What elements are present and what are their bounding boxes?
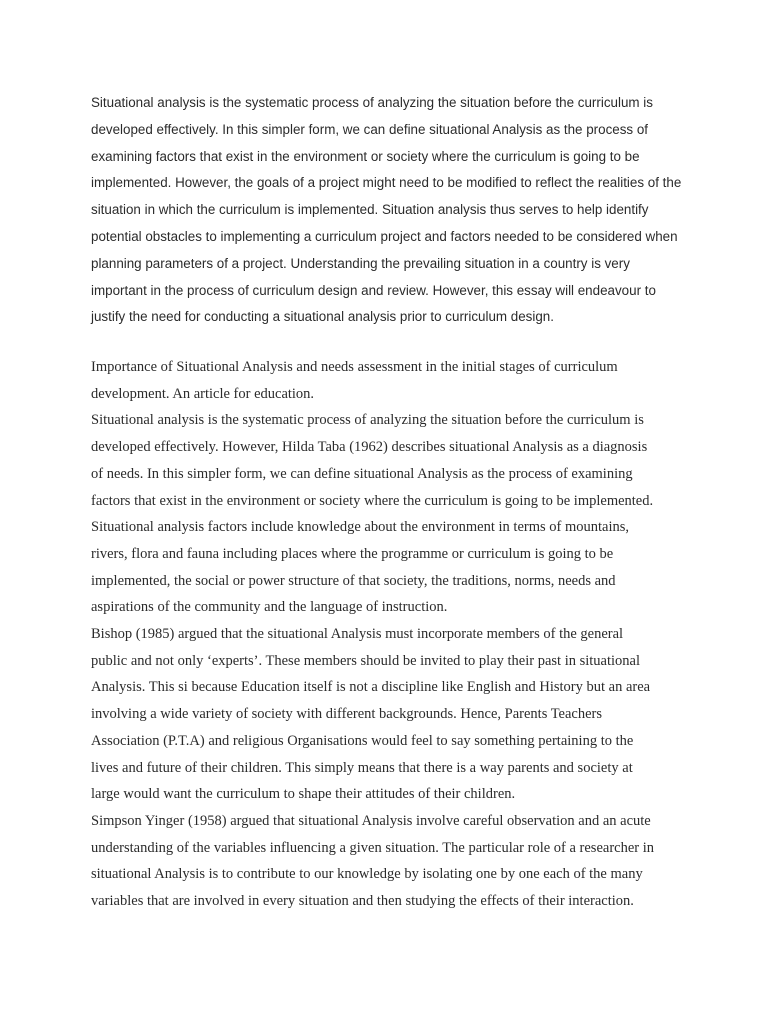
- intro-paragraph: Situational analysis is the systematic process of analyzing the situation before the curriculum is developed effectively. In this simpler form, we can define situational Analysis as the process of examining factors that exist in the environment or society where the curriculum is going to be implemented. However, the goals of a project might need to be modified to reflect the realities of the situation in which the curriculum is implemented. Situation analysis thus serves to help identify potential obstacles to implementing a curriculum project and factors needed to be considered when planning parameters of a project. Understanding the prevailing situation in a country is very important in the process of curriculum design and review. However, this essay will endeavour to justify the need for conducting a situational analysis prior to curriculum design.: [91, 95, 682, 325]
- intro-section: [91, 90, 691, 331]
- paragraph-definition: Situational analysis is the systematic process of analyzing the situation before the curriculum is developed effectively. However, Hilda Taba (1962) describes situational Analysis as a diagnosis of needs. In this simpler form, we can define situational Analysis as the process of examining factors that exist in the environment or society where the curriculum is going to be implemented. Situational analysis factors include knowledge about the environment in terms of mountains, rivers, flora and fauna including places where the programme or curriculum is going to be implemented, the social or power structure of that society, the traditions, norms, needs and aspirations of the community and the language of instruction.: [91, 412, 654, 616]
- article-title: Importance of Situational Analysis and needs assessment in the initial stages of curriculum development. An article for education.: [91, 359, 618, 402]
- article-section: [91, 354, 691, 915]
- paragraph-simpson: Simpson Yinger (1958) argued that situational Analysis involve careful observation and an acute understanding of the variables influencing a given situation. The particular role of a researcher in situational Analysis is to contribute to our knowledge by isolating one by one each of the many variables that are involved in every situation and then studying the effects of their interaction.: [91, 812, 655, 910]
- paragraph-bishop: Bishop (1985) argued that the situational Analysis must incorporate members of the general public and not only ‘experts’. These members should be invited to play their past in situational Analysis. This si because Education itself is not a discipline like English and History but an area involving a wide variety of society with different backgrounds. Hence, Parents Teachers Association (P.T.A) and religious Organisations would feel to say something pertaining to the lives and future of their children. This simply means that there is a way parents and society at large would want the curriculum to shape their attitudes of their children.: [91, 626, 651, 803]
